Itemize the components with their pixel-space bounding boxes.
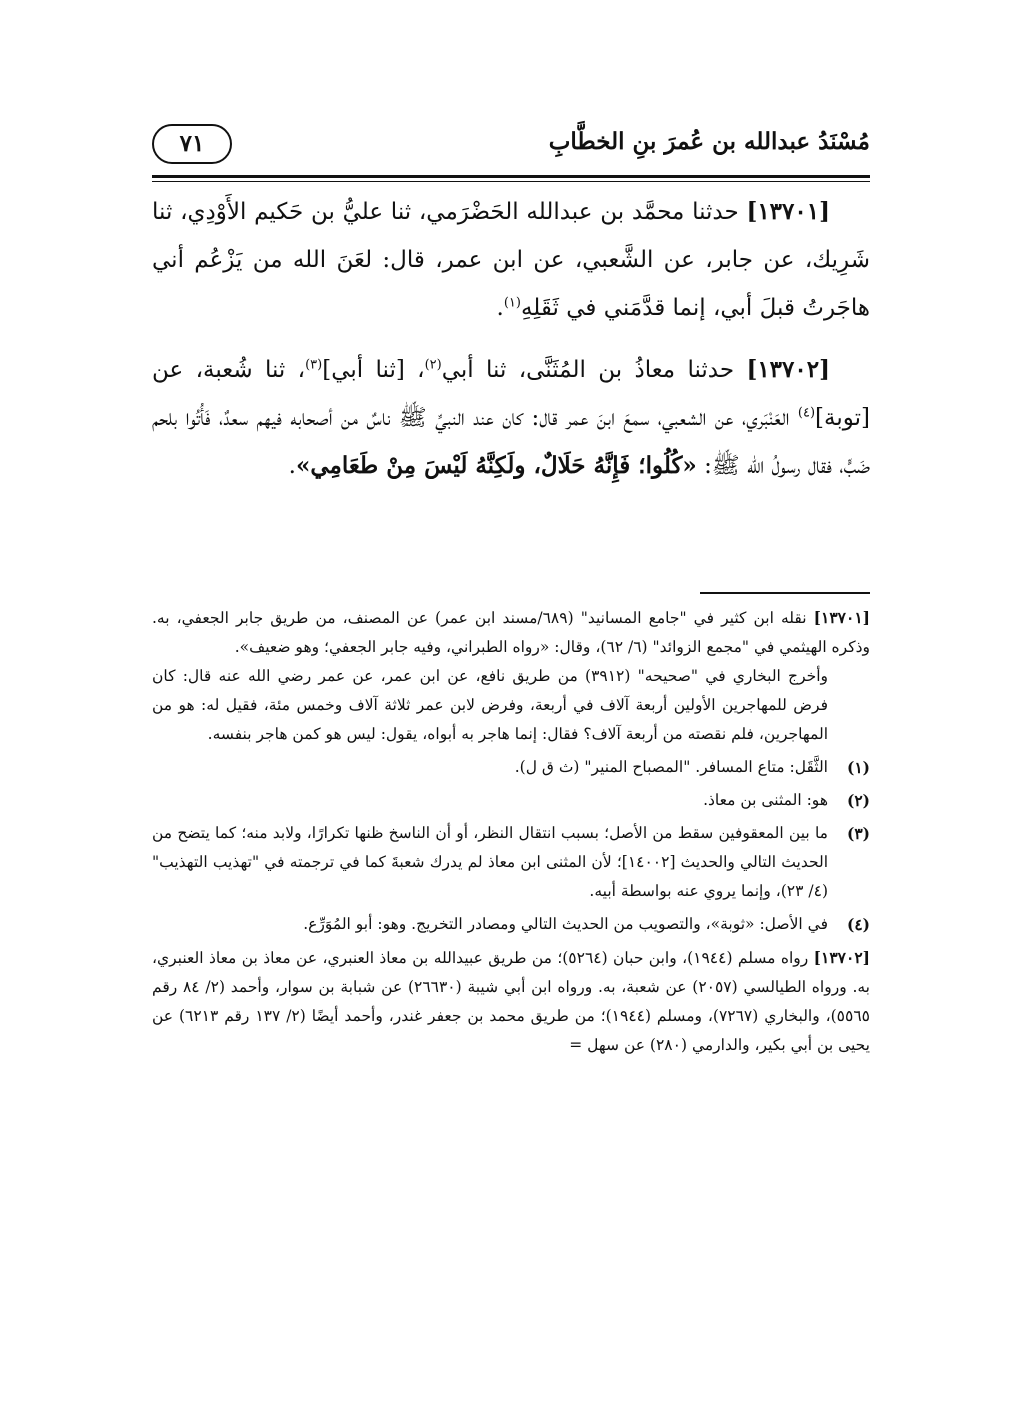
footnote-number: (٤) bbox=[846, 915, 870, 934]
prophetic-quote: «كُلُوا؛ فَإِنَّهُ حَلَالٌ، ولَكِنَّهُ لَيْسَ مِنْ طَعَامِي» bbox=[295, 452, 697, 479]
hadith-13702 bbox=[152, 346, 870, 490]
footnote-marker: (٤) bbox=[797, 405, 816, 421]
footnote-number: (١) bbox=[846, 758, 870, 777]
hadith-text: ، ثنا شُعبة، عن [توبة] bbox=[152, 357, 870, 431]
hadith-text: . bbox=[496, 295, 504, 321]
footnotes-section bbox=[152, 603, 870, 1064]
note-text: وأخرج البخاري في "صحيحه" (٣٩١٢) من طريق نافع، عن ابن عمر، عن عمر رضي الله عنه قال: كان فرض للمهاجرين الأولين أربعة آلاف في أربعة، وفرض لابن عمر ثلاثة آلاف وخمس مئة، فقيل له: هو من المهاجرين، فلم نقصته من أربعة آلاف؟ فقال: إنما هاجر به أبواه، يقول: ليس هو كمن هاجر بنفسه. bbox=[152, 667, 828, 743]
hadith-text: ، [ثنا أبي] bbox=[322, 357, 425, 383]
hadith-number: [١٣٧٠٢] bbox=[746, 356, 830, 383]
footnote-number: (٢) bbox=[846, 791, 870, 810]
hadith-number: [١٣٧٠١] bbox=[746, 198, 830, 225]
note-number: [١٣٧٠١] bbox=[813, 608, 870, 627]
note-text: نقله ابن كثير في "جامع المسانيد" (٦٨٩/مسند ابن عمر) عن المصنف، من طريق جابر الجعفي، به. وذكره الهيثمي في "مجمع الزوائد" (٦/ ٦٢)، وقال: «رواه الطبراني، وفيه جابر الجعفي؛ وهو ضعيف». bbox=[152, 609, 870, 656]
main-text bbox=[152, 188, 870, 504]
note-text: رواه مسلم (١٩٤٤)، وابن حبان (٥٢٦٤)؛ من طريق عبيدالله بن معاذ العنبري، عن معاذ بن معاذ العنبري، به. ورواه الطيالسي (٢٠٥٧) عن شعبة، به. ورواه ابن أبي شيبة (٢٦٦٣٠) عن شبابة بن سوار، وأحمد (٢/ ٨٤ رقم ٥٥٦٥)، والبخاري (٧٢٦٧)، ومسلم (١٩٤٤)؛ من طريق محمد بن جعفر غندر، وأحمد أيضًا (٢/ ١٣٧ رقم ٦٢١٣) عن يحيى بن أبي بكير، والدارمي (٢٨٠) عن سهل = bbox=[152, 949, 870, 1054]
note-number: [١٣٧٠٢] bbox=[813, 948, 870, 967]
footnote-1 bbox=[152, 753, 870, 782]
footnote-text: هو: المثنى بن معاذ. bbox=[703, 791, 828, 809]
running-title: مُسْنَدُ عبدالله بن عُمرَ بنِ الخطَّابِ bbox=[548, 128, 870, 155]
footnote-text: ما بين المعقوفين سقط من الأصل؛ بسبب انتقال النظر، أو أن الناسخ ظنها تكرارًا، ولابد منه؛ كما يتضح من الحديث التالي والحديث [١٤٠٠٢]؛ لأن المثنى ابن معاذ لم يدرك شعبةَ كما في ترجمته في "تهذيب التهذيب" (٤/ ٢٣)، وإنما يروي عنه بواسطة أبيه. bbox=[152, 824, 828, 900]
footnote-4 bbox=[152, 910, 870, 939]
header-rule-thin bbox=[152, 181, 870, 182]
hadith-text: حدثنا محمَّد بن عبدالله الحَضْرَمي، ثنا عليُّ بن حَكيم الأَوْدِي، ثنا شَرِيك، عن جابر، عن الشَّعبي، عن ابن عمر، قال: لعَنَ الله من يَزْعُم أني هاجَرتُ قبلَ أبي، إنما قدَّمَني في ثَقَلِهِ bbox=[152, 199, 870, 321]
footnote-marker: (١) bbox=[503, 295, 521, 311]
page-number: ٧١ bbox=[152, 124, 232, 164]
footnote-number: (٣) bbox=[846, 824, 870, 843]
footnote-3 bbox=[152, 819, 870, 906]
footnote-text: الثَّقَل: متاع المسافر. "المصباح المنير" (ث ق ل). bbox=[514, 758, 828, 776]
takhrij-13701 bbox=[152, 603, 870, 749]
footnote-marker: (٣) bbox=[305, 357, 323, 373]
hadith-13701 bbox=[152, 188, 870, 332]
page-header bbox=[152, 118, 870, 178]
takhrij-13702 bbox=[152, 943, 870, 1060]
hadith-text: . bbox=[288, 453, 296, 479]
hadith-text: حدثنا معاذُ بن المُثَنَّى، ثنا أبي bbox=[441, 357, 747, 383]
footnote-text: في الأصل: «ثوبة»، والتصويب من الحديث التالي ومصادر التخريج. وهو: أبو المُوَرِّع. bbox=[303, 915, 828, 933]
header-rule-thick bbox=[152, 175, 870, 178]
footnote-marker: (٢) bbox=[424, 357, 442, 373]
hadith-text: العَنْبَري، عن الشعبي، سمعَ ابنَ عمر قال: كان عند النبيِّ ﷺ ناسٌ من أصحابه فيهم سعدٌ، فَأُتُوا بلحم ضَبٍّ، فقال رسولُ الله ﷺ: bbox=[152, 405, 870, 479]
footnote-2 bbox=[152, 786, 870, 815]
footnote-separator bbox=[700, 592, 870, 594]
